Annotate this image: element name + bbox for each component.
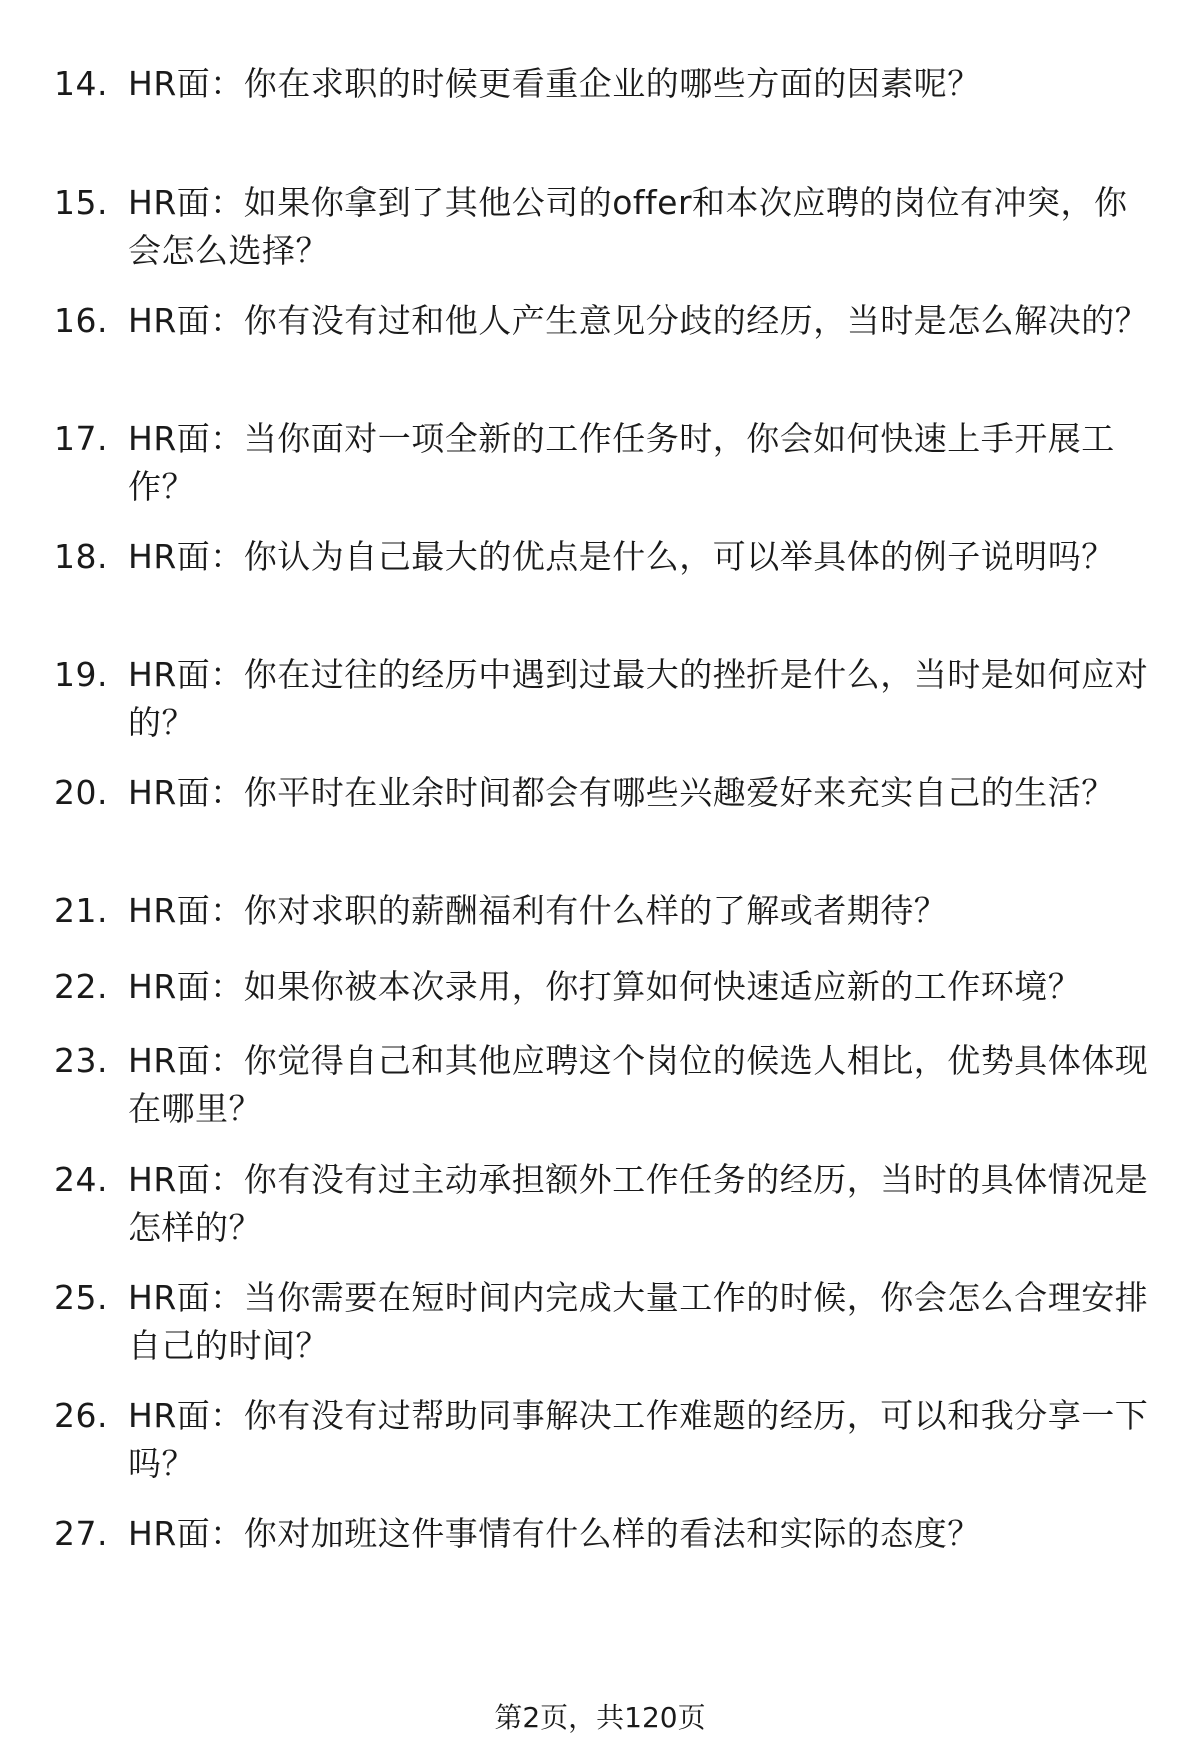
question-text: HR面：你有没有过主动承担额外工作任务的经历，当时的具体情况是怎样的？ <box>128 1160 1149 1247</box>
question-number: 17. <box>54 419 108 458</box>
question-text: HR面：你有没有过和他人产生意见分歧的经历，当时是怎么解决的？ <box>128 301 1149 340</box>
question-text: HR面：当你面对一项全新的工作任务时，你会如何快速上手开展工作？ <box>128 419 1115 506</box>
question-number: 15. <box>54 183 108 222</box>
question-number: 18. <box>54 537 108 576</box>
question-item-15 <box>0 179 1200 297</box>
question-number: 19. <box>54 655 108 694</box>
question-text: HR面：你认为自己最大的优点是什么，可以举具体的例子说明吗？ <box>128 537 1115 576</box>
page-number: 第2页，共120页 <box>494 1701 706 1734</box>
question-item-21 <box>0 887 1200 963</box>
question-item-24 <box>0 1156 1200 1274</box>
question-number: 24. <box>54 1160 108 1199</box>
question-text: HR面：当你需要在短时间内完成大量工作的时候，你会怎么合理安排自己的时间？ <box>128 1278 1149 1365</box>
question-item-20 <box>0 769 1200 887</box>
question-item-16 <box>0 297 1200 415</box>
question-item-27 <box>0 1510 1200 1562</box>
question-item-25 <box>0 1274 1200 1392</box>
question-text: HR面：你有没有过帮助同事解决工作难题的经历，可以和我分享一下吗？ <box>128 1396 1149 1483</box>
question-item-14 <box>0 60 1200 179</box>
question-number: 22. <box>54 967 108 1006</box>
question-text: HR面：你在过往的经历中遇到过最大的挫折是什么，当时是如何应对的？ <box>128 655 1149 742</box>
question-number: 26. <box>54 1396 108 1435</box>
question-text: HR面：你平时在业余时间都会有哪些兴趣爱好来充实自己的生活？ <box>128 773 1115 812</box>
question-item-22 <box>0 963 1200 1037</box>
question-number: 25. <box>54 1278 108 1317</box>
question-text: HR面：你对求职的薪酬福利有什么样的了解或者期待？ <box>128 891 948 930</box>
question-item-23 <box>0 1037 1200 1156</box>
question-text: HR面：如果你拿到了其他公司的offer和本次应聘的岗位有冲突，你会怎么选择？ <box>128 183 1128 270</box>
question-number: 21. <box>54 891 108 930</box>
question-text: HR面：你对加班这件事情有什么样的看法和实际的态度？ <box>128 1514 981 1553</box>
question-text: HR面：你在求职的时候更看重企业的哪些方面的因素呢？ <box>128 64 981 103</box>
question-number: 20. <box>54 773 108 812</box>
question-number: 16. <box>54 301 108 340</box>
question-list <box>0 60 1200 1562</box>
question-number: 23. <box>54 1041 108 1080</box>
question-item-18 <box>0 533 1200 651</box>
question-number: 27. <box>54 1514 108 1553</box>
question-item-26 <box>0 1392 1200 1510</box>
question-text: HR面：你觉得自己和其他应聘这个岗位的候选人相比，优势具体体现在哪里？ <box>128 1041 1149 1128</box>
question-text: HR面：如果你被本次录用，你打算如何快速适应新的工作环境？ <box>128 967 1082 1006</box>
question-item-17 <box>0 415 1200 533</box>
question-item-19 <box>0 651 1200 769</box>
question-number: 14. <box>54 64 108 103</box>
